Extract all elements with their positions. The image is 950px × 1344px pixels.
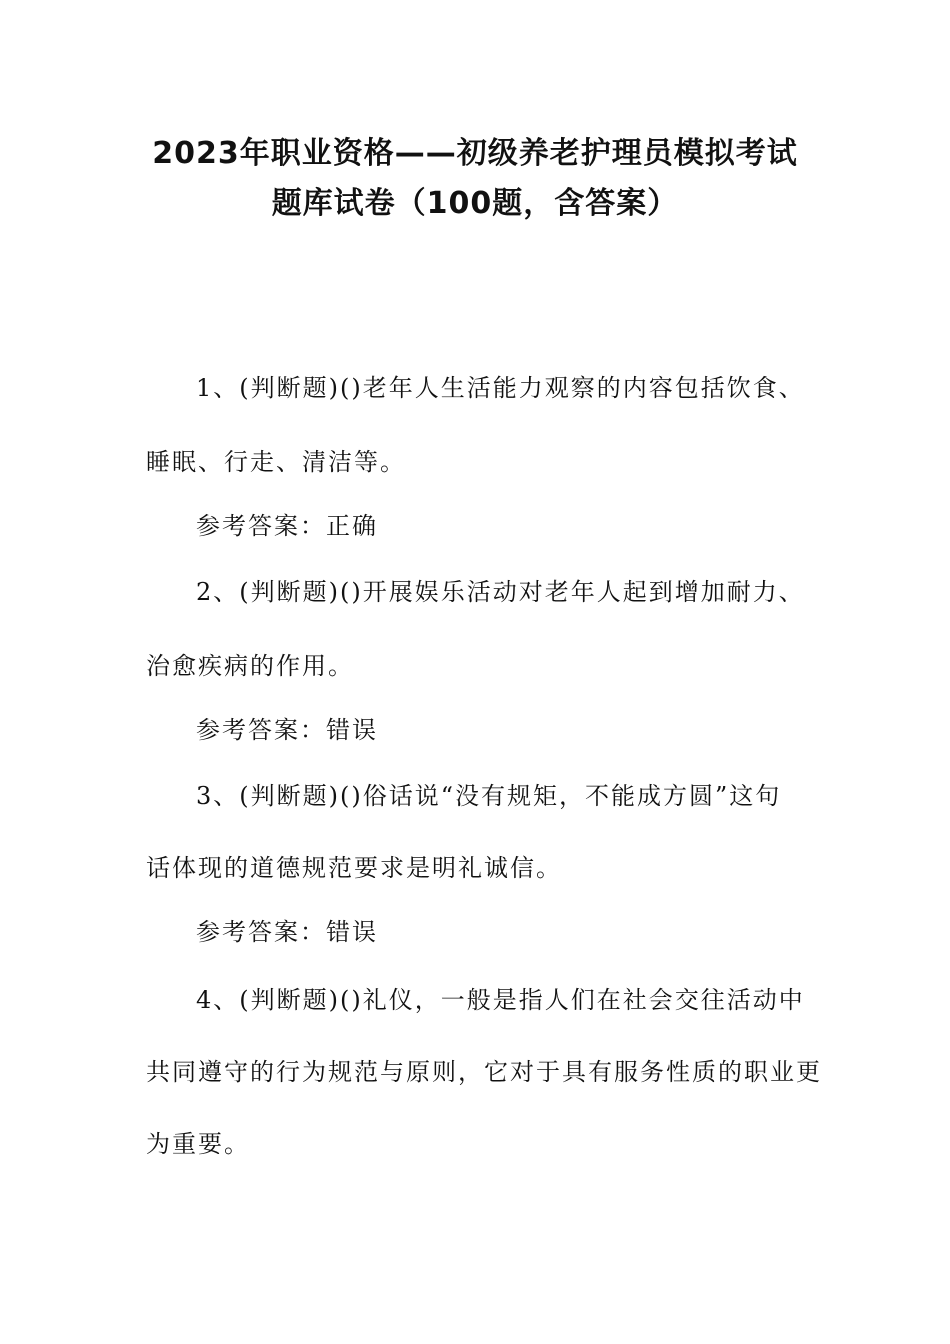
question-2-text-line-1: 2、(判断题)()开展娱乐活动对老年人起到增加耐力、	[196, 578, 805, 606]
question-4-text-line-3: 为重要。	[146, 1130, 250, 1158]
question-4-text-line-1: 4、(判断题)()礼仪，一般是指人们在社会交往活动中	[196, 986, 805, 1014]
document-title-line-1: 2023年职业资格——初级养老护理员模拟考试	[152, 136, 798, 171]
question-2-text-line-2: 治愈疾病的作用。	[146, 652, 354, 680]
question-4-text-line-2: 共同遵守的行为规范与原则，它对于具有服务性质的职业更	[146, 1058, 822, 1086]
question-1-text-line-1: 1、(判断题)()老年人生活能力观察的内容包括饮食、	[196, 374, 805, 402]
question-2-answer: 参考答案：错误	[196, 716, 378, 744]
question-3-text-line-2: 话体现的道德规范要求是明礼诚信。	[146, 854, 562, 882]
question-3-text-line-1: 3、(判断题)()俗话说“没有规矩，不能成方圆”这句	[196, 782, 782, 810]
document-title-line-2: 题库试卷（100题，含答案）	[271, 186, 679, 221]
question-3-answer: 参考答案：错误	[196, 918, 378, 946]
question-1-text-line-2: 睡眠、行走、清洁等。	[146, 448, 406, 476]
question-1-answer: 参考答案：正确	[196, 512, 378, 540]
